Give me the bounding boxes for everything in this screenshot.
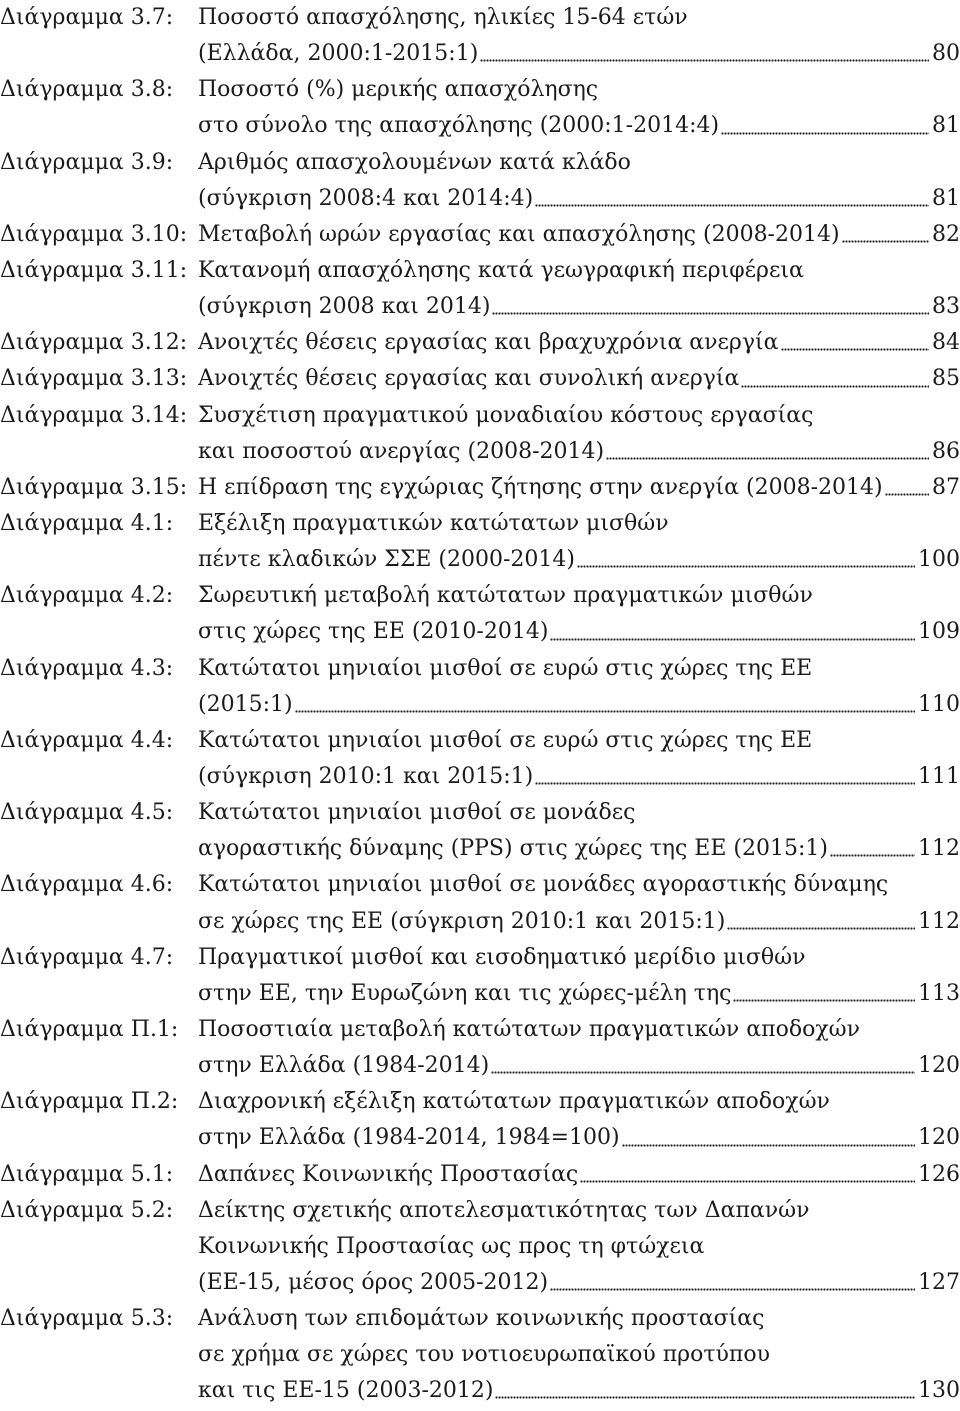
figure-entry xyxy=(0,1084,960,1156)
figure-title: στις χώρες της ΕΕ (2010-2014) xyxy=(198,619,549,645)
figure-title: Διαχρονική εξέλιξη κατώτατων πραγματικών αποδοχών xyxy=(198,1089,830,1115)
figure-title: πέντε κλαδικών ΣΣΕ (2000-2014) xyxy=(198,547,576,573)
entry-line xyxy=(0,795,960,831)
figure-entry xyxy=(0,1157,960,1193)
dot-leader xyxy=(727,904,915,940)
figure-title: σε χώρες της ΕΕ (σύγκριση 2010:1 και 2015:1) xyxy=(198,908,726,934)
figure-entry xyxy=(0,398,960,470)
entry-line xyxy=(0,1120,960,1156)
figure-title: Κατώτατοι μηνιαίοι μισθοί σε μονάδες αγοραστικής δύναμης xyxy=(198,872,889,898)
entry-line xyxy=(0,687,960,723)
figure-entry xyxy=(0,470,960,506)
figure-title: Κοινωνικής Προστασίας ως προς τη φτώχεια xyxy=(198,1233,705,1259)
entry-line xyxy=(0,289,960,325)
entry-line xyxy=(0,1373,960,1409)
figure-title: Δείκτης σχετικής αποτελεσματικότητας των Δαπανών xyxy=(198,1197,810,1223)
figure-entry xyxy=(0,217,960,253)
page-number: 109 xyxy=(918,619,960,645)
figure-title: Πραγματικοί μισθοί και εισοδηματικό μερίδιο μισθών xyxy=(198,944,806,970)
figure-title: (Ελλάδα, 2000:1-2015:1) xyxy=(198,41,479,67)
figure-entry xyxy=(0,867,960,939)
figure-title: (ΕΕ-15, μέσος όρος 2005-2012) xyxy=(198,1269,549,1295)
figure-title: Ποσοστιαία μεταβολή κατώτατων πραγματικών αποδοχών xyxy=(198,1016,860,1042)
figure-entry xyxy=(0,325,960,361)
dot-leader xyxy=(535,759,915,795)
figure-label: Διάγραμμα 3.12: xyxy=(0,330,188,356)
figure-title: Κατώτατοι μηνιαίοι μισθοί σε ευρώ στις χώρες της ΕΕ xyxy=(198,727,813,753)
entry-line xyxy=(0,145,960,181)
page-number: 111 xyxy=(918,763,960,789)
entry-line xyxy=(0,1157,960,1193)
entry-line xyxy=(0,1229,960,1265)
dot-leader xyxy=(550,1265,915,1301)
figure-label: Διάγραμμα Π.1: xyxy=(0,1016,179,1042)
entry-line xyxy=(0,470,960,506)
page-number: 80 xyxy=(932,41,960,67)
page-number: 81 xyxy=(932,113,960,139)
figure-title: Κατώτατοι μηνιαίοι μισθοί σε ευρώ στις χώρες της ΕΕ xyxy=(198,655,813,681)
figure-entry xyxy=(0,506,960,578)
page-number: 100 xyxy=(918,547,960,573)
dot-leader xyxy=(606,434,929,470)
entry-line xyxy=(0,181,960,217)
figure-entry xyxy=(0,253,960,325)
dot-leader xyxy=(733,976,915,1012)
figure-entry xyxy=(0,0,960,72)
entry-line xyxy=(0,867,960,903)
figure-label: Διάγραμμα 4.4: xyxy=(0,727,174,753)
entry-line xyxy=(0,759,960,795)
figure-title: Η επίδραση της εγχώριας ζήτησης στην ανεργία (2008-2014) xyxy=(198,474,883,500)
entry-line xyxy=(0,1301,960,1337)
page-number: 130 xyxy=(918,1378,960,1404)
page-number: 85 xyxy=(932,366,960,392)
figure-label: Διάγραμμα 5.1: xyxy=(0,1161,174,1187)
entry-line xyxy=(0,1193,960,1229)
figure-title: Ανοιχτές θέσεις εργασίας και βραχυχρόνια ανεργία xyxy=(198,330,779,356)
entry-line xyxy=(0,831,960,867)
entry-line xyxy=(0,361,960,397)
entry-line xyxy=(0,253,960,289)
dot-leader xyxy=(580,1157,915,1193)
entry-line xyxy=(0,614,960,650)
figure-label: Διάγραμμα 3.15: xyxy=(0,474,188,500)
entry-line xyxy=(0,1084,960,1120)
figure-label: Διάγραμμα 3.7: xyxy=(0,5,174,30)
page-number: 127 xyxy=(918,1269,960,1295)
page-number: 112 xyxy=(918,908,960,934)
dot-leader xyxy=(577,542,915,578)
figure-entry xyxy=(0,795,960,867)
figure-entry xyxy=(0,651,960,723)
figure-title: στην ΕΕ, την Ευρωζώνη και τις χώρες-μέλη της xyxy=(198,980,732,1006)
entry-line xyxy=(0,723,960,759)
dot-leader xyxy=(295,687,915,723)
figure-label: Διάγραμμα 4.2: xyxy=(0,583,174,609)
dot-leader xyxy=(495,1373,915,1409)
figure-title: στην Ελλάδα (1984-2014) xyxy=(198,1053,490,1079)
dot-leader xyxy=(842,217,929,253)
dot-leader xyxy=(480,36,929,72)
figure-title: Εξέλιξη πραγματικών κατώτατων μισθών xyxy=(198,510,669,536)
figure-title: στο σύνολο της απασχόλησης (2000:1-2014:4) xyxy=(198,113,720,139)
figure-label: Διάγραμμα 3.13: xyxy=(0,366,188,392)
figure-title: Κατανομή απασχόλησης κατά γεωγραφική περιφέρεια xyxy=(198,257,804,283)
figure-title: Μεταβολή ωρών εργασίας και απασχόλησης (2008-2014) xyxy=(198,221,840,247)
figure-entry xyxy=(0,1193,960,1301)
figure-title: Κατώτατοι μηνιαίοι μισθοί σε μονάδες xyxy=(198,800,636,826)
figure-entry xyxy=(0,1012,960,1084)
dot-leader xyxy=(492,289,929,325)
figure-label: Διάγραμμα 4.6: xyxy=(0,872,174,898)
entry-line xyxy=(0,1265,960,1301)
figure-title: (σύγκριση 2008 και 2014) xyxy=(198,294,491,320)
figure-title: Συσχέτιση πραγματικού μοναδιαίου κόστους εργασίας xyxy=(198,402,814,428)
entry-line xyxy=(0,904,960,940)
entry-line xyxy=(0,36,960,72)
page-number: 87 xyxy=(932,474,960,500)
figure-title: αγοραστικής δύναμης (PPS) στις χώρες της ΕΕ (2015:1) xyxy=(198,836,828,862)
figure-entry xyxy=(0,578,960,650)
entry-line xyxy=(0,398,960,434)
figure-title: Ανοιχτές θέσεις εργασίας και συνολική ανεργία xyxy=(198,366,740,392)
entry-line xyxy=(0,325,960,361)
dot-leader xyxy=(885,470,929,506)
page-number: 112 xyxy=(918,836,960,862)
figure-title: (σύγκριση 2008:4 και 2014:4) xyxy=(198,185,534,211)
entry-line xyxy=(0,976,960,1012)
entry-line xyxy=(0,940,960,976)
page-number: 84 xyxy=(932,330,960,356)
entry-line xyxy=(0,651,960,687)
entry-line xyxy=(0,217,960,253)
entry-line xyxy=(0,1012,960,1048)
entry-line xyxy=(0,1337,960,1373)
figure-label: Διάγραμμα 4.7: xyxy=(0,944,174,970)
figure-label: Διάγραμμα 4.5: xyxy=(0,800,174,826)
page-number: 113 xyxy=(918,980,960,1006)
figure-title: (2015:1) xyxy=(198,691,293,717)
dot-leader xyxy=(491,1048,915,1084)
dot-leader xyxy=(721,108,929,144)
dot-leader xyxy=(535,181,929,217)
entry-line xyxy=(0,72,960,108)
dot-leader xyxy=(550,614,915,650)
figure-label: Διάγραμμα 3.14: xyxy=(0,402,188,428)
figure-label: Διάγραμμα 5.2: xyxy=(0,1197,174,1223)
figure-entry xyxy=(0,361,960,397)
dot-leader xyxy=(622,1120,915,1156)
entry-line xyxy=(0,1048,960,1084)
figure-entry xyxy=(0,940,960,1012)
figure-label: Διάγραμμα 5.3: xyxy=(0,1306,174,1332)
page-number: 126 xyxy=(918,1161,960,1187)
figure-entry xyxy=(0,723,960,795)
dot-leader xyxy=(741,361,929,397)
entry-line xyxy=(0,108,960,144)
figure-title: Ποσοστό απασχόλησης, ηλικίες 15-64 ετών xyxy=(198,5,688,30)
figure-entry xyxy=(0,72,960,144)
figure-title: σε χρήμα σε χώρες του νοτιοευρωπαϊκού προτύπου xyxy=(198,1342,770,1368)
page-number: 110 xyxy=(918,691,960,717)
figure-title: Δαπάνες Κοινωνικής Προστασίας xyxy=(198,1161,579,1187)
figure-title: Σωρευτική μεταβολή κατώτατων πραγματικών μισθών xyxy=(198,583,813,609)
page-number: 120 xyxy=(918,1125,960,1151)
figure-label: Διάγραμμα 4.1: xyxy=(0,510,174,536)
figure-label: Διάγραμμα 3.11: xyxy=(0,257,188,283)
figure-label: Διάγραμμα Π.2: xyxy=(0,1089,179,1115)
figure-title: Ανάλυση των επιδομάτων κοινωνικής προστασίας xyxy=(198,1306,765,1332)
figure-title: (σύγκριση 2010:1 και 2015:1) xyxy=(198,763,534,789)
page-number: 120 xyxy=(918,1053,960,1079)
entry-line xyxy=(0,434,960,470)
entry-line xyxy=(0,578,960,614)
entry-line xyxy=(0,506,960,542)
entry-line xyxy=(0,0,960,36)
page-number: 83 xyxy=(932,294,960,320)
figure-title: και ποσοστού ανεργίας (2008-2014) xyxy=(198,438,605,464)
figure-title: Ποσοστό (%) μερικής απασχόλησης xyxy=(198,77,599,103)
entry-line xyxy=(0,542,960,578)
figure-label: Διάγραμμα 3.10: xyxy=(0,221,188,247)
page-number: 82 xyxy=(932,221,960,247)
figure-label: Διάγραμμα 3.9: xyxy=(0,149,174,175)
figure-title: και τις ΕΕ-15 (2003-2012) xyxy=(198,1378,494,1404)
dot-leader xyxy=(830,831,915,867)
dot-leader xyxy=(781,325,930,361)
figure-label: Διάγραμμα 4.3: xyxy=(0,655,174,681)
figure-entry xyxy=(0,145,960,217)
figure-title: Αριθμός απασχολουμένων κατά κλάδο xyxy=(198,149,631,175)
figure-label: Διάγραμμα 3.8: xyxy=(0,77,174,103)
figure-title: στην Ελλάδα (1984-2014, 1984=100) xyxy=(198,1125,620,1151)
figure-entry xyxy=(0,1301,960,1409)
page-number: 86 xyxy=(932,438,960,464)
page-number: 81 xyxy=(932,185,960,211)
